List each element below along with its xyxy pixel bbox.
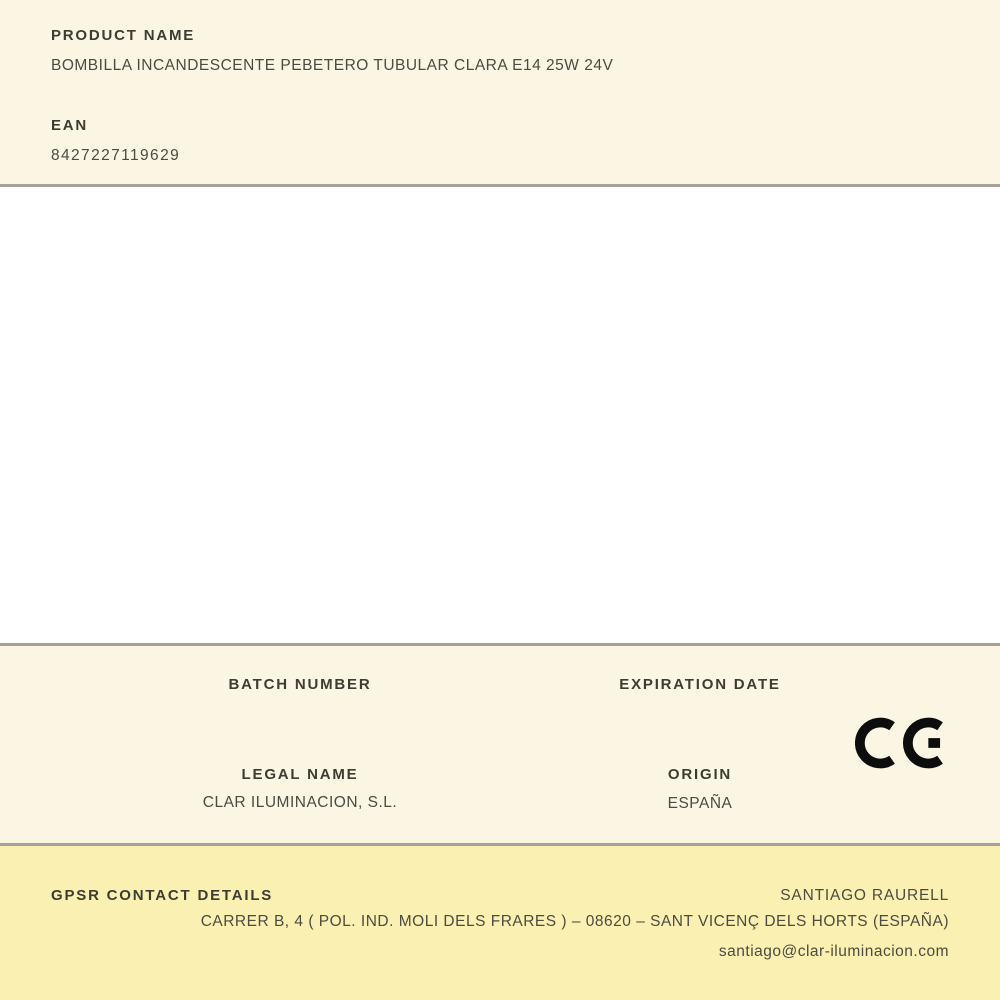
origin-label: ORIGIN — [667, 766, 733, 783]
gpsr-contact-section — [0, 843, 1000, 1000]
product-header-section — [0, 0, 1000, 184]
ean-label: EAN — [51, 117, 89, 134]
product-name-value: BOMBILLA INCANDESCENTE PEBETERO TUBULAR CLARA E14 25W 24V — [51, 57, 614, 74]
gpsr-contact-address: CARRER B, 4 ( POL. IND. MOLI DELS FRARES ) – 08620 – SANT VICENÇ DELS HORTS (ESPAÑA) — [200, 913, 949, 930]
legal-name-label: LEGAL NAME — [241, 766, 359, 783]
gpsr-contact-name: SANTIAGO RAURELL — [780, 887, 949, 904]
ean-field — [51, 116, 949, 165]
product-name-field — [51, 26, 949, 75]
traceability-section — [0, 646, 1000, 843]
legal-name-value: CLAR ILUMINACION, S.L. — [202, 794, 398, 811]
gpsr-contact-row — [51, 886, 949, 905]
ean-value: 8427227119629 — [51, 147, 181, 164]
gpsr-contact-email: santiago@clar-iluminacion.com — [718, 943, 949, 960]
product-name-label: PRODUCT NAME — [51, 27, 196, 44]
batch-number-label: BATCH NUMBER — [228, 676, 372, 693]
origin-value: ESPAÑA — [667, 795, 733, 812]
gpsr-contact-heading: GPSR CONTACT DETAILS — [51, 887, 274, 904]
ce-marking-icon — [855, 714, 943, 772]
product-image-area — [0, 184, 1000, 646]
expiration-date-label: EXPIRATION DATE — [619, 676, 781, 693]
